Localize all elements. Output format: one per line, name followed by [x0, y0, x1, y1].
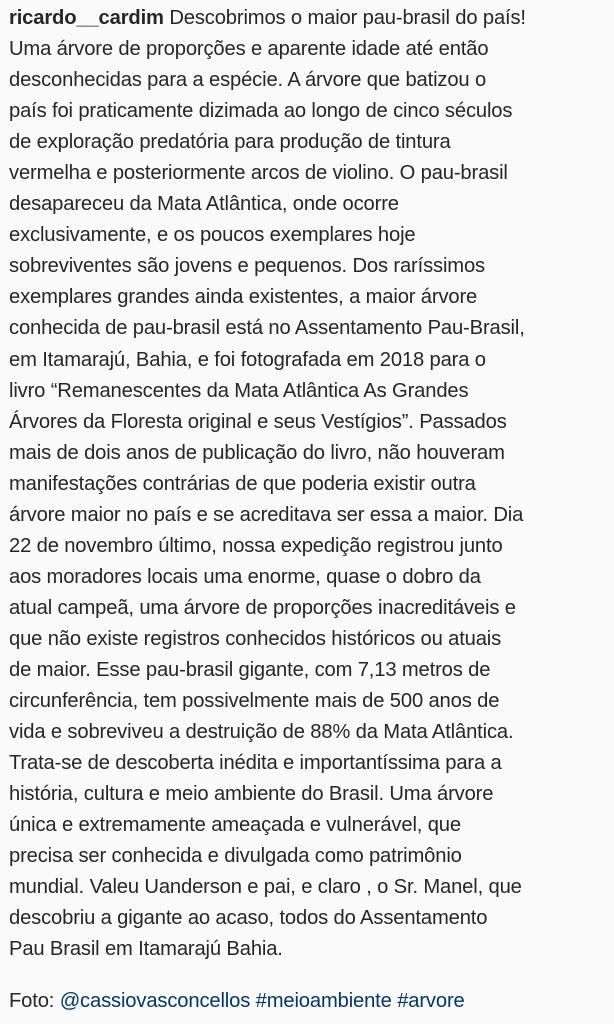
hashtag-link-arvore[interactable]: #arvore: [397, 990, 465, 1012]
hashtag-link-meioambiente[interactable]: #meioambiente: [255, 990, 392, 1012]
mention-link[interactable]: @cassiovasconcellos: [59, 990, 251, 1012]
post-caption: [9, 3, 613, 965]
caption-text: Descobrimos o maior pau-brasil do país! Uma árvore de proporções e aparente idade até então desconhecidas para a espécie. A árvore que batizou o país foi praticamente dizimada ao longo de cinco séculos de exploração predatória para produção de tintura vermelha e posteriormente arcos de violino. O pau-brasil desapareceu da Mata Atlântica, onde ocorre exclusivamente, e os poucos exemplares hoje sobreviventes são jovens e pequenos. Dos raríssimos exemplares grandes ainda existentes, a maior árvore conhecida de pau-brasil está no Assentamento Pau-Brasil, em Itamarajú, Bahia, e foi fotografada em 2018 para o livro “Remanescentes da Mata Atlântica As Grandes Árvores da Floresta original e seus Vestígios”. Passados mais de dois anos de publicação do livro, não houveram manifestações contrárias de que poderia existir outra árvore maior no país e se acreditava ser essa a maior. Dia 22 de novembro último, nossa expedição registrou junto aos moradores locais uma enorme, quase o dobro da atual campeã, uma árvore de proporções inacreditáveis e que não existe registros conhecidos históricos ou atuais de maior. Esse pau-brasil gigante, com 7,13 metros de circunferência, tem possivelmente mais de 500 anos de vida e sobreviveu a destruição de 88% da Mata Atlântica. Trata-se de descoberta inédita e importantíssima para a história, cultura e meio ambiente do Brasil. Uma árvore única e extremamente ameaçada e vulnerável, que precisa ser conhecida e divulgada como patrimônio mundial. Valeu Uanderson e pai, e claro , o Sr. Manel, que descobriu a gigante ao acaso, todos do Assentamento Pau Brasil em Itamarajú Bahia.: [9, 7, 526, 961]
credit-label: Foto:: [9, 990, 60, 1012]
username-link[interactable]: ricardo__cardim: [9, 7, 164, 29]
photo-credits: [9, 986, 613, 1017]
